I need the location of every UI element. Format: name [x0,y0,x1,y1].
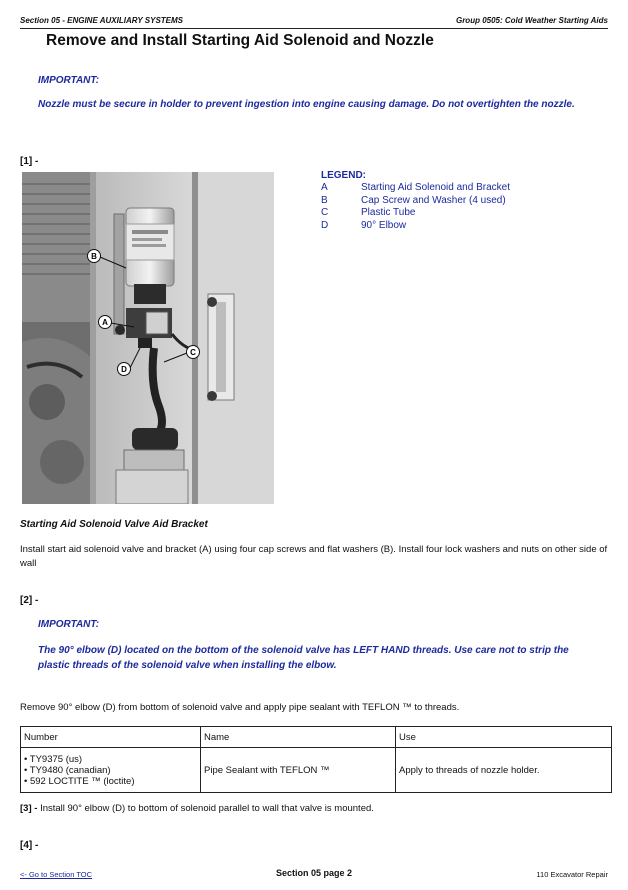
step-3-label: [3] - [20,803,38,814]
step-4-label: [4] - [20,840,39,851]
legend-text: Cap Screw and Washer (4 used) [361,194,506,206]
step-2-label: [2] - [20,595,39,606]
solenoid-photo [22,172,274,504]
paragraph-install-bracket: Install start aid solenoid valve and bracket (A) using four cap screws and flat washers (B). Install four lock washers and nuts on other side of wall [20,544,608,569]
legend [321,170,510,232]
legend-key: C [321,207,329,218]
legend-key: A [321,182,328,193]
header-divider [20,28,608,29]
legend-title: LEGEND: [321,170,366,181]
table-cell-numbers [21,748,201,793]
tools-table [20,726,612,793]
header-section: Section 05 - ENGINE AUXILIARY SYSTEMS [20,16,183,25]
important-label-2: IMPORTANT: [38,619,100,630]
callout-d: D [121,365,127,374]
legend-item [321,195,510,208]
callout-a: A [102,318,108,327]
legend-key: D [321,219,329,231]
callout-b: B [91,252,97,261]
go-to-section-toc-link[interactable]: <- Go to Section TOC [20,870,93,879]
legend-text: Plastic Tube [361,207,416,218]
legend-item [321,220,510,233]
important-text-1: Nozzle must be secure in holder to prevent ingestion into engine causing damage. Do not overtighten the nozzle. [38,99,575,110]
legend-item [321,207,510,220]
step-3-text: Install 90° elbow (D) to bottom of solenoid parallel to wall that valve is mounted. [40,803,374,814]
table-header-name: Name [201,727,396,748]
legend-text: Starting Aid Solenoid and Bracket [361,182,510,193]
table-cell-name: Pipe Sealant with TEFLON ™ [201,748,396,793]
table-cell-use: Apply to threads of nozzle holder. [396,748,612,793]
table-header-row [21,727,612,748]
table-header-use: Use [396,727,612,748]
footer-page: Section 05 page 2 [275,868,353,878]
important-label-1: IMPORTANT: [38,75,100,86]
important-text-2: The 90° elbow (D) located on the bottom of the solenoid valve has LEFT HAND threads. Use care not to strip the plastic threads of the solenoid valve when installing the elbow. [38,645,569,671]
table-header-number: Number [21,727,201,748]
legend-text: 90° Elbow [361,219,407,231]
part-number: • TY9375 (us) [24,753,83,765]
subheading: Starting Aid Solenoid Valve Aid Bracket [20,519,208,530]
footer-doc-title: 110 Excavator Repair [536,870,608,879]
page-title: Remove and Install Starting Aid Solenoid and Nozzle [46,32,434,49]
part-number: • TY9480 (canadian) [24,764,111,776]
callout-c: C [190,348,196,357]
part-number: • 592 LOCTITE ™ (loctite) [24,775,135,787]
step-1-label: [1] - [20,156,39,167]
legend-key: B [321,194,328,206]
step-3 [20,802,610,816]
table-row [21,748,612,793]
legend-item [321,182,510,195]
paragraph-remove-elbow: Remove 90° elbow (D) from bottom of solenoid valve and apply pipe sealant with TEFLON ™ to threads. [20,702,460,713]
header-group: Group 0505: Cold Weather Starting Aids [455,16,608,25]
